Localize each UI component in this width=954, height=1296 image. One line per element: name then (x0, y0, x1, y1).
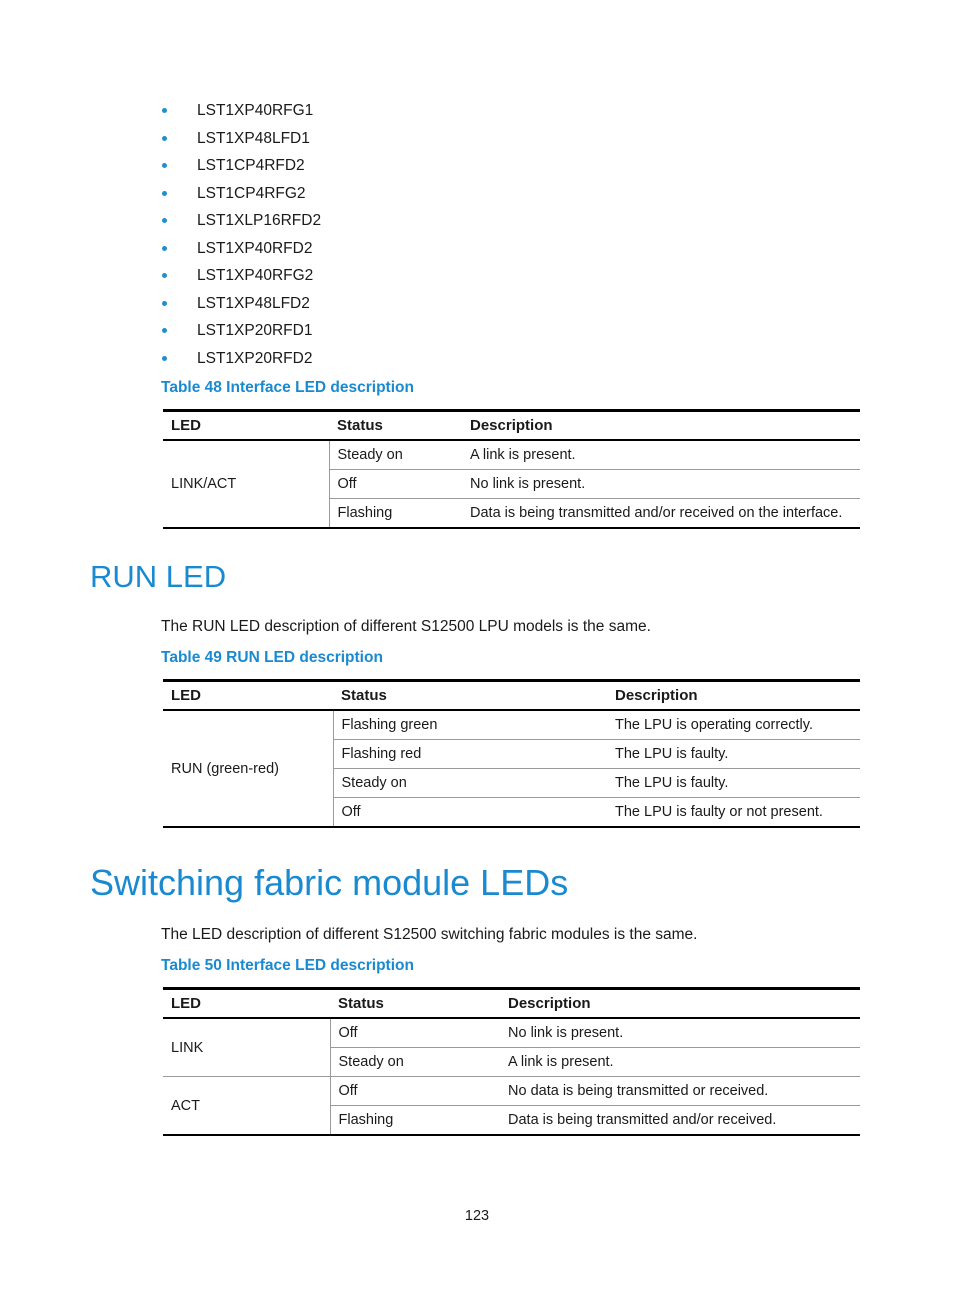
table-row (163, 1018, 860, 1048)
description-cell: A link is present. (462, 440, 860, 470)
list-item: LST1XP40RFG2 (162, 262, 321, 290)
description-cell: The LPU is faulty or not present. (607, 798, 860, 828)
status-cell: Flashing (329, 499, 462, 529)
column-header: Status (330, 989, 500, 1019)
status-cell: Off (329, 470, 462, 499)
led-cell: ACT (163, 1077, 330, 1136)
status-cell: Steady on (329, 440, 462, 470)
bullet-icon (162, 136, 167, 141)
status-cell: Steady on (330, 1048, 500, 1077)
bullet-icon (162, 356, 167, 361)
column-header: LED (163, 411, 329, 441)
bullet-icon (162, 108, 167, 113)
description-cell: Data is being transmitted and/or received on the interface. (462, 499, 860, 529)
description-cell: No link is present. (500, 1018, 860, 1048)
column-header: Description (462, 411, 860, 441)
table-49 (163, 679, 860, 828)
list-item: LST1XP20RFD1 (162, 317, 321, 345)
status-cell: Off (330, 1077, 500, 1106)
bullet-icon (162, 163, 167, 168)
list-item: LST1CP4RFG2 (162, 180, 321, 208)
status-cell: Flashing green (333, 710, 607, 740)
section-heading-run-led: RUN LED (90, 559, 227, 594)
bullet-icon (162, 246, 167, 251)
table-50 (163, 987, 860, 1136)
led-cell: RUN (green-red) (163, 710, 333, 827)
column-header: LED (163, 989, 330, 1019)
bullet-icon (162, 273, 167, 278)
table-row (163, 440, 860, 470)
status-cell: Off (330, 1018, 500, 1048)
table-48 (163, 409, 860, 529)
column-header: LED (163, 681, 333, 711)
bullet-icon (162, 328, 167, 333)
run-led-paragraph: The RUN LED description of different S12500 LPU models is the same. (161, 618, 651, 635)
column-header: Status (329, 411, 462, 441)
status-cell: Steady on (333, 769, 607, 798)
list-item: LST1XP48LFD2 (162, 290, 321, 318)
column-header: Description (607, 681, 860, 711)
column-header: Description (500, 989, 860, 1019)
page-number: 123 (464, 1208, 490, 1224)
description-cell: A link is present. (500, 1048, 860, 1077)
led-cell: LINK/ACT (163, 440, 329, 528)
bullet-icon (162, 218, 167, 223)
list-item: LST1XP40RFG1 (162, 97, 321, 125)
bullet-icon (162, 301, 167, 306)
status-cell: Flashing red (333, 740, 607, 769)
description-cell: Data is being transmitted and/or received. (500, 1106, 860, 1136)
model-list (162, 97, 321, 372)
list-item: LST1XP20RFD2 (162, 345, 321, 373)
section-heading-switching-fabric: Switching fabric module LEDs (90, 862, 569, 903)
description-cell: The LPU is operating correctly. (607, 710, 860, 740)
description-cell: The LPU is faulty. (607, 769, 860, 798)
list-item: LST1XP48LFD1 (162, 125, 321, 153)
table-row (163, 1077, 860, 1106)
sfm-paragraph: The LED description of different S12500 switching fabric modules is the same. (161, 926, 698, 943)
bullet-icon (162, 191, 167, 196)
list-item: LST1XP40RFD2 (162, 235, 321, 263)
column-header: Status (333, 681, 607, 711)
description-cell: The LPU is faulty. (607, 740, 860, 769)
led-cell: LINK (163, 1018, 330, 1077)
list-item: LST1XLP16RFD2 (162, 207, 321, 235)
table-49-caption: Table 49 RUN LED description (161, 649, 383, 666)
description-cell: No data is being transmitted or received. (500, 1077, 860, 1106)
status-cell: Off (333, 798, 607, 828)
description-cell: No link is present. (462, 470, 860, 499)
status-cell: Flashing (330, 1106, 500, 1136)
table-row (163, 710, 860, 740)
table-50-caption: Table 50 Interface LED description (161, 957, 414, 974)
table-48-caption: Table 48 Interface LED description (161, 379, 414, 396)
list-item: LST1CP4RFD2 (162, 152, 321, 180)
